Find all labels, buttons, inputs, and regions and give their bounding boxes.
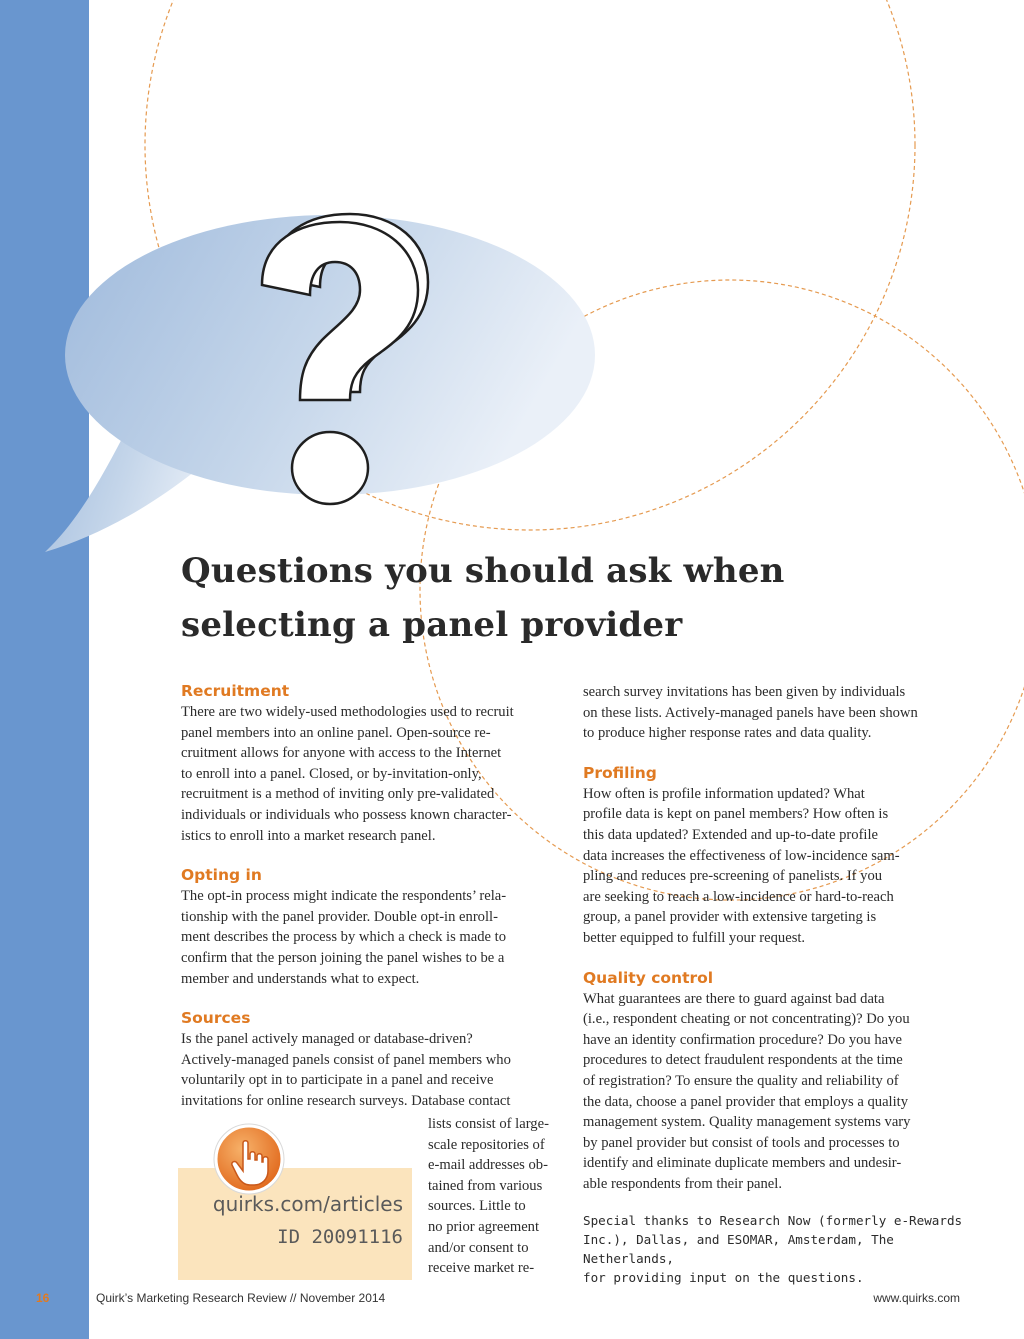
website-link[interactable]: www.quirks.com bbox=[873, 1291, 960, 1305]
heading-sources: Sources bbox=[181, 1009, 251, 1028]
article-title bbox=[181, 544, 821, 652]
text-line: scale repositories of bbox=[428, 1136, 545, 1153]
text-line: identify and eliminate duplicate members and undesir- bbox=[583, 1155, 902, 1172]
text-line: voluntarily opt in to participate in a panel and receive bbox=[181, 1072, 494, 1089]
text-line: The opt-in process might indicate the respondents’ rela- bbox=[181, 888, 507, 905]
special-thanks-note bbox=[583, 1211, 968, 1287]
page-footer bbox=[0, 1291, 1024, 1311]
promo-article-id: ID 20091116 bbox=[277, 1226, 403, 1248]
text-line: to produce higher response rates and data quality. bbox=[583, 725, 872, 742]
text-line: management system. Quality management systems vary bbox=[583, 1114, 911, 1131]
paragraph-sources bbox=[181, 1029, 563, 1111]
text-line: the data, choose a panel provider that employs a quality bbox=[583, 1093, 909, 1110]
text-line: procedures to detect fraudulent respondents at the time bbox=[583, 1052, 903, 1069]
text-line: Inc.), Dallas, and ESOMAR, Amsterdam, The Netherlands, bbox=[583, 1232, 894, 1266]
paragraph-quality-control bbox=[583, 989, 968, 1195]
text-line: are seeking to reach a low-incidence or hard-to-reach bbox=[583, 888, 894, 905]
column-left bbox=[181, 680, 563, 1112]
text-line: cruitment allows for anyone with access to the Internet bbox=[181, 745, 502, 762]
text-line: individuals or individuals who possess known character- bbox=[181, 806, 512, 823]
heading-quality-control: Quality control bbox=[583, 968, 714, 987]
promo-url-link[interactable]: quirks.com/articles bbox=[212, 1192, 403, 1216]
paragraph-sources-continued bbox=[583, 682, 968, 744]
heading-profiling: Profiling bbox=[583, 763, 657, 782]
text-line: Is the panel actively managed or database-driven? bbox=[181, 1031, 473, 1048]
text-line: How often is profile information updated? What bbox=[583, 785, 865, 802]
text-line: better equipped to fulfill your request. bbox=[583, 929, 806, 946]
text-line: search survey invitations has been given by individuals bbox=[583, 684, 906, 700]
text-line: lists consist of large- bbox=[428, 1116, 549, 1132]
heading-opting-in: Opting in bbox=[181, 866, 262, 885]
text-line: What guarantees are there to guard against bad data bbox=[583, 990, 885, 1007]
text-line: for providing input on the questions. bbox=[583, 1270, 864, 1285]
text-line: receive market re- bbox=[428, 1260, 535, 1277]
text-line: ment describes the process by which a check is made to bbox=[181, 929, 507, 946]
page-number: 16 bbox=[36, 1291, 50, 1305]
text-line: no prior agreement bbox=[428, 1218, 540, 1235]
paragraph-sources-wrap bbox=[428, 1114, 564, 1279]
column-right bbox=[583, 682, 968, 1194]
paragraph-profiling bbox=[583, 784, 968, 949]
text-line: to enroll into a panel. Closed, or by-invitation-only, bbox=[181, 765, 482, 782]
text-line: of registration? To ensure the quality and reliability of bbox=[583, 1072, 899, 1089]
text-line: on these lists. Actively-managed panels have been shown bbox=[583, 704, 918, 721]
text-line: confirm that the person joining the panel wishes to be a bbox=[181, 949, 505, 966]
text-line: istics to enroll into a market research panel. bbox=[181, 827, 436, 844]
text-line: tained from various bbox=[428, 1177, 543, 1194]
text-line: e-mail addresses ob- bbox=[428, 1157, 548, 1174]
text-line: data increases the effectiveness of low-incidence sam- bbox=[583, 847, 900, 864]
text-line: able respondents from their panel. bbox=[583, 1175, 782, 1192]
heading-recruitment: Recruitment bbox=[181, 682, 290, 700]
text-line: sources. Little to bbox=[428, 1198, 526, 1215]
text-line: by panel provider but consist of tools and processes to bbox=[583, 1134, 900, 1151]
text-line: member and understands what to expect. bbox=[181, 970, 420, 987]
text-line: this data updated? Extended and up-to-date profile bbox=[583, 826, 879, 843]
publication-name: Quirk’s Marketing Research Review // November 2014 bbox=[96, 1291, 386, 1305]
text-line: panel members into an online panel. Open-source re- bbox=[181, 724, 491, 741]
text-line: and/or consent to bbox=[428, 1239, 529, 1256]
text-line: (i.e., respondent cheating or not concentrating)? Do you bbox=[583, 1011, 910, 1028]
text-line: recruitment is a method of inviting only pre-validated bbox=[181, 786, 495, 803]
title-line-2: selecting a panel provider bbox=[181, 605, 683, 645]
text-line: tionship with the panel provider. Double opt-in enroll- bbox=[181, 908, 498, 925]
text-line: invitations for online research surveys. Database contact bbox=[181, 1092, 511, 1109]
text-line: Special thanks to Research Now (formerly e-Rewards bbox=[583, 1213, 963, 1228]
text-line: There are two widely-used methodologies used to recruit bbox=[181, 704, 514, 720]
text-line: Actively-managed panels consist of panel members who bbox=[181, 1051, 511, 1068]
text-line: have an identity confirmation procedure? Do you have bbox=[583, 1031, 902, 1048]
text-line: profile data is kept on panel members? How often is bbox=[583, 806, 889, 823]
title-line-1: Questions you should ask when bbox=[181, 551, 785, 591]
text-line: pling and reduces pre-screening of panelists. If you bbox=[583, 868, 883, 885]
text-line: group, a panel provider with extensive targeting is bbox=[583, 909, 877, 926]
paragraph-recruitment bbox=[181, 702, 563, 846]
paragraph-opting-in bbox=[181, 886, 563, 989]
hand-pointer-icon[interactable] bbox=[213, 1123, 285, 1195]
